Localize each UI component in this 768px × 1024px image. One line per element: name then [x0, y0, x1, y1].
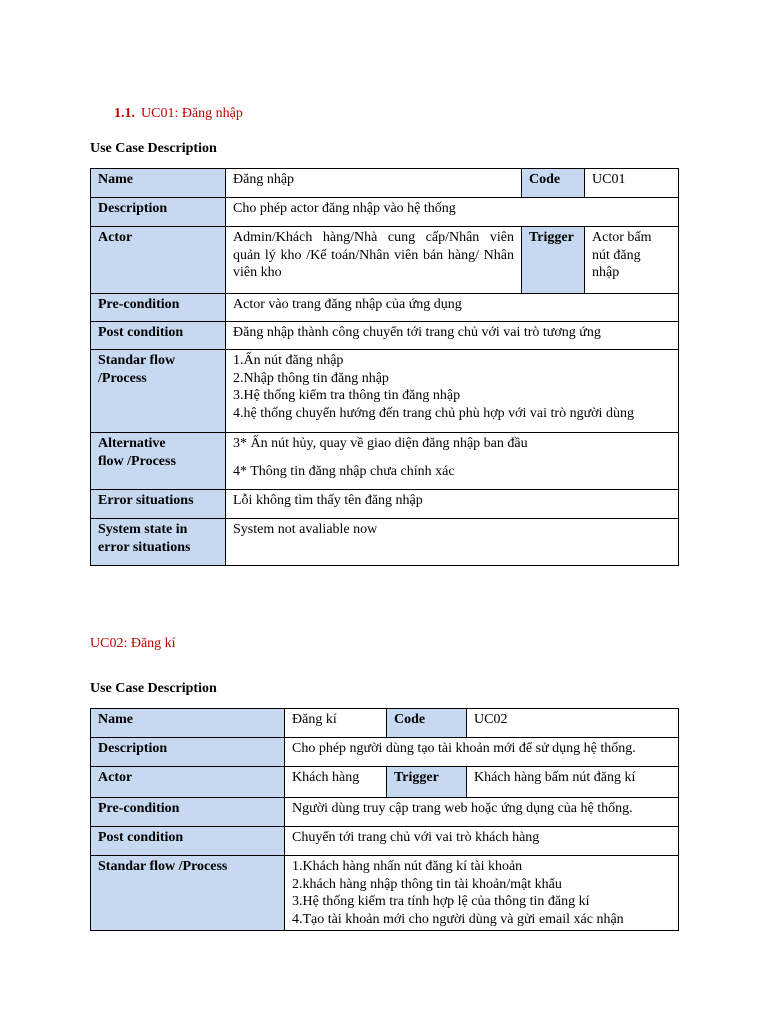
actor-value: Admin/Khách hàng/Nhà cung cấp/Nhân viên quản lý kho /Kế toán/Nhân viên bán hàng/ Nhân viên kho — [226, 227, 522, 294]
name-label: Name — [91, 169, 226, 198]
flow-step: 2.khách hàng nhập thông tin tài khoản/mật khẩu — [292, 876, 562, 892]
name-label: Name — [91, 709, 285, 738]
trigger-value: Khách hàng bấm nút đăng kí — [467, 767, 679, 798]
flow-steps — [285, 856, 679, 931]
name-value: Đăng nhập — [226, 169, 522, 198]
uc01-description-title: Use Case Description — [90, 141, 217, 156]
precondition-value: Actor vào trang đăng nhập của ứng dụng — [226, 294, 679, 322]
description-value: Cho phép người dùng tạo tài khoản mới để sử dụng hệ thống. — [285, 738, 679, 767]
postcondition-value: Chuyển tới trang chủ với vai trò khách hàng — [285, 827, 679, 856]
flow-step: 1.Khách hàng nhấn nút đăng kí tài khoản — [292, 859, 523, 874]
uc02-heading: UC02: Đăng kí — [90, 636, 176, 651]
alternative-steps — [226, 433, 679, 490]
trigger-value: Actor bấm nút đăng nhập — [585, 227, 679, 294]
description-label: Description — [91, 738, 285, 767]
flow-label-line: Standar flow — [98, 353, 176, 368]
alternative-step: 3* Ấn nút hủy, quay về giao diện đăng nhập ban đầu — [233, 436, 528, 451]
uc02-flow-row — [91, 856, 679, 931]
uc02-actor-row — [91, 767, 679, 798]
actor-value: Khách hàng — [285, 767, 387, 798]
uc01-postcondition-row — [91, 322, 679, 350]
alternative-step: 4* Thông tin đăng nhập chưa chính xác — [233, 463, 455, 479]
flow-steps — [226, 350, 679, 433]
uc01-flow-row — [91, 350, 679, 433]
flow-step: 2.Nhập thông tin đăng nhập — [233, 370, 389, 386]
flow-label-line: /Process — [98, 370, 147, 386]
alternative-label-line: flow /Process — [98, 453, 176, 469]
precondition-value: Người dùng truy cập trang web hoặc ứng dụng của hệ thống. — [285, 798, 679, 827]
flow-label — [91, 350, 226, 433]
uc02-description-title: Use Case Description — [90, 681, 217, 696]
flow-step: 4.hệ thống chuyển hướng đến trang chủ phù hợp với vai trò người dùng — [233, 405, 634, 421]
postcondition-value: Đăng nhập thành công chuyển tới trang chủ với vai trò tương ứng — [226, 322, 679, 350]
uc02-postcondition-row — [91, 827, 679, 856]
postcondition-label: Post condition — [91, 322, 226, 350]
code-value: UC01 — [585, 169, 679, 198]
uc01-table — [90, 168, 679, 566]
uc02-description-row — [91, 738, 679, 767]
description-value: Cho phép actor đăng nhập vào hệ thống — [226, 198, 679, 227]
precondition-label: Pre-condition — [91, 798, 285, 827]
uc01-error-row — [91, 490, 679, 519]
description-label: Description — [91, 198, 226, 227]
uc01-actor-row — [91, 227, 679, 294]
state-label-line: error situations — [98, 539, 191, 555]
code-label: Code — [387, 709, 467, 738]
flow-step: 4.Tạo tài khoản mới cho người dùng và gửi email xác nhận — [292, 911, 624, 927]
uc02-name-row — [91, 709, 679, 738]
uc01-description-row — [91, 198, 679, 227]
code-label: Code — [522, 169, 585, 198]
alternative-label-line: Alternative — [98, 436, 166, 451]
error-label: Error situations — [91, 490, 226, 519]
trigger-label: Trigger — [522, 227, 585, 294]
error-value: Lỗi không tìm thấy tên đăng nhập — [226, 490, 679, 519]
uc01-precondition-row — [91, 294, 679, 322]
uc02-precondition-row — [91, 798, 679, 827]
section-number: 1.1. — [114, 106, 135, 121]
uc01-name-row — [91, 169, 679, 198]
state-value: System not avaliable now — [226, 519, 679, 566]
code-value: UC02 — [467, 709, 679, 738]
state-label-line: System state in — [98, 522, 188, 537]
uc01-heading-title: UC01: Đăng nhập — [141, 106, 243, 121]
postcondition-label: Post condition — [91, 827, 285, 856]
uc01-state-row — [91, 519, 679, 566]
actor-label: Actor — [91, 767, 285, 798]
flow-label: Standar flow /Process — [91, 856, 285, 931]
trigger-label: Trigger — [387, 767, 467, 798]
actor-label: Actor — [91, 227, 226, 294]
state-label — [91, 519, 226, 566]
name-value: Đăng kí — [285, 709, 387, 738]
precondition-label: Pre-condition — [91, 294, 226, 322]
flow-step: 3.Hệ thống kiểm tra thông tin đăng nhập — [233, 388, 461, 403]
uc02-table — [90, 708, 679, 931]
uc01-alternative-row — [91, 433, 679, 490]
flow-step: 3.Hệ thống kiểm tra tính hợp lệ của thông tin đăng kí — [292, 894, 590, 909]
alternative-label — [91, 433, 226, 490]
uc01-heading — [114, 106, 243, 122]
flow-step: 1.Ấn nút đăng nhập — [233, 353, 344, 368]
